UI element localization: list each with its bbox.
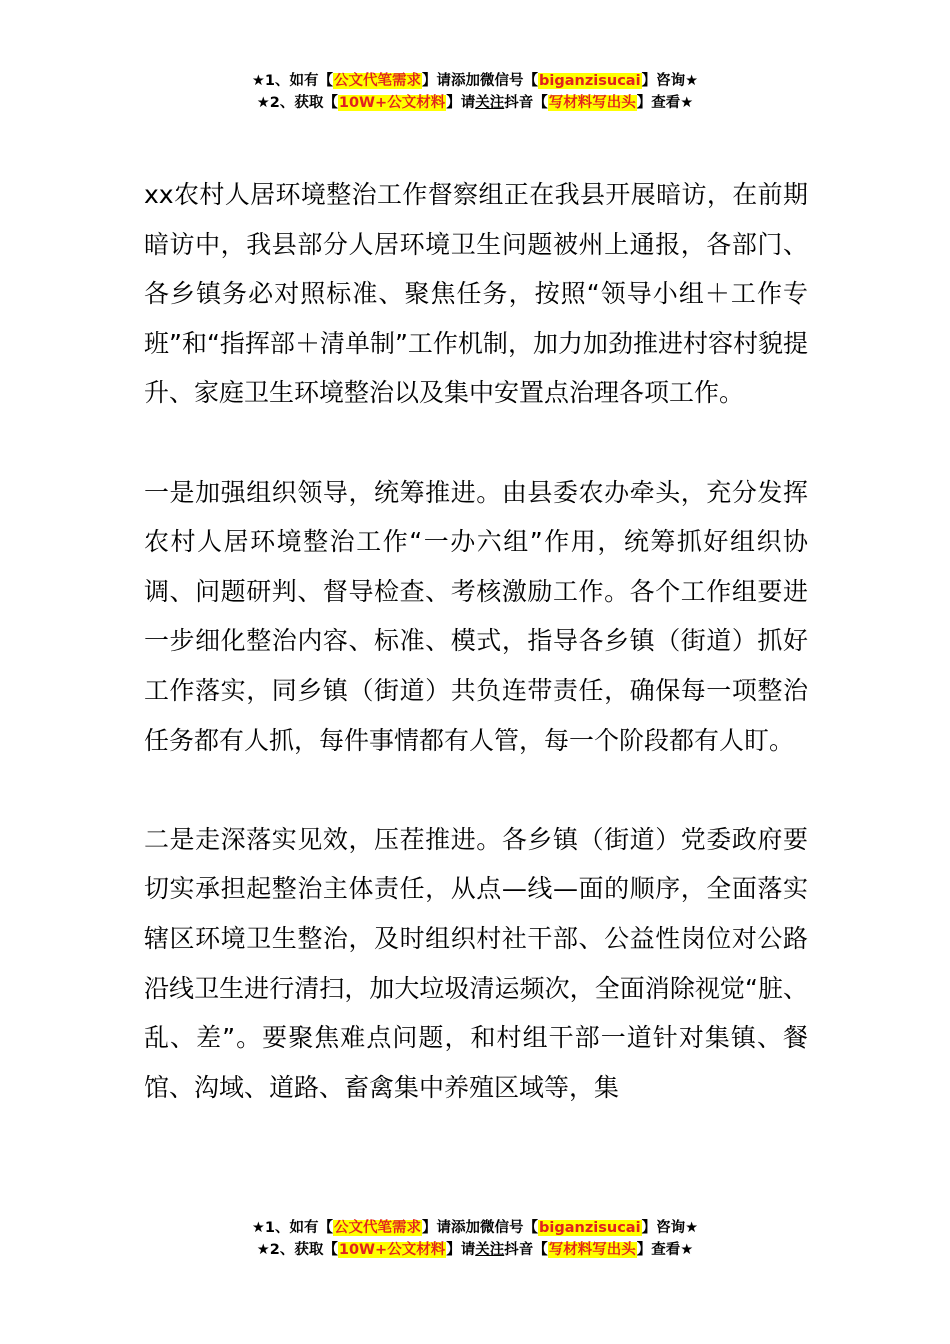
highlight-materials: 10W+公文材料 bbox=[338, 1242, 446, 1258]
paragraph-intro: xx农村人居环境整治工作督察组正在我县开展暗访，在前期暗访中，我县部分人居环境卫生问题被州上通报，各部门、各乡镇务必对照标准、聚焦任务，按照“领导小组＋工作专班”和“指挥部＋清单制”工作机制，加力加劲推进村容村貌提升、家庭卫生环境整治以及集中安置点治理各项工作。 bbox=[144, 180, 808, 408]
banner-text: 】查看 bbox=[636, 1242, 681, 1258]
star-icon: ★ bbox=[251, 1220, 265, 1236]
banner-line-1 bbox=[0, 1217, 950, 1239]
footer-banner bbox=[0, 1217, 950, 1261]
banner-text: 微信号【 bbox=[480, 73, 539, 89]
paragraph-one: 一是加强组织领导，统筹推进。由县委农办牵头，充分发挥农村人居环境整治工作“一办六组”作用，统筹抓好组织协调、问题研判、督导检查、考核激励工作。各个工作组要进一步细化整治内容、标准、模式，指导各乡镇（街道）抓好工作落实，同乡镇（街道）共负连带责任，确保每一项整治任务都有人抓，每件事情都有人管，每一个阶段都有人盯。 bbox=[144, 477, 808, 755]
highlight-service: 公文代笔需求 bbox=[334, 73, 422, 89]
banner-text: 1、如有【 bbox=[264, 1220, 334, 1236]
highlight-materials: 10W+公文材料 bbox=[338, 95, 446, 111]
banner-text: 】查看 bbox=[636, 95, 681, 111]
paragraph-two: 二是走深落实见效，压茬推进。各乡镇（街道）党委政府要切实承担起整治主体责任，从点—线—面的顺序，全面落实辖区环境卫生整治，及时组织村社干部、公益性岗位对公路沿线卫生进行清扫，加大垃圾清运频次，全面消除视觉“脏、乱、差”。要聚焦难点问题，和村组干部一道针对集镇、餐馆、沟域、道路、畜禽集中养殖区域等，集 bbox=[144, 824, 808, 1102]
highlight-service: 公文代笔需求 bbox=[334, 1220, 422, 1236]
banner-text: 抖音【 bbox=[504, 1242, 548, 1258]
highlight-wechat-id: biganzisucai bbox=[539, 1220, 641, 1236]
banner-text: 】请 bbox=[422, 1220, 452, 1236]
star-icon: ★ bbox=[685, 73, 699, 89]
banner-text: 】咨询 bbox=[641, 1220, 686, 1236]
banner-line-2 bbox=[0, 1239, 950, 1261]
star-icon: ★ bbox=[251, 73, 265, 89]
star-icon: ★ bbox=[680, 95, 694, 111]
star-icon: ★ bbox=[256, 95, 270, 111]
banner-emphasis: 添加 bbox=[451, 1220, 481, 1236]
banner-emphasis: 关注 bbox=[475, 95, 505, 111]
banner-emphasis: 关注 bbox=[475, 1242, 505, 1258]
banner-text: 2、获取【 bbox=[269, 1242, 338, 1258]
banner-emphasis: 添加 bbox=[451, 73, 481, 89]
highlight-douyin: 写材料写出头 bbox=[548, 1242, 636, 1258]
star-icon: ★ bbox=[680, 1242, 694, 1258]
highlight-douyin: 写材料写出头 bbox=[548, 95, 636, 111]
banner-line-2 bbox=[0, 92, 950, 114]
document-body bbox=[144, 170, 808, 1162]
banner-text: 】请 bbox=[446, 1242, 476, 1258]
highlight-wechat-id: biganzisucai bbox=[539, 73, 641, 89]
star-icon: ★ bbox=[685, 1220, 699, 1236]
star-icon: ★ bbox=[256, 1242, 270, 1258]
banner-text: 】请 bbox=[446, 95, 476, 111]
banner-text: 】请 bbox=[422, 73, 452, 89]
banner-text: 】咨询 bbox=[641, 73, 686, 89]
banner-line-1 bbox=[0, 70, 950, 92]
banner-text: 2、获取【 bbox=[269, 95, 338, 111]
banner-text: 微信号【 bbox=[480, 1220, 539, 1236]
banner-text: 1、如有【 bbox=[264, 73, 334, 89]
header-banner bbox=[0, 70, 950, 114]
banner-text: 抖音【 bbox=[504, 95, 548, 111]
